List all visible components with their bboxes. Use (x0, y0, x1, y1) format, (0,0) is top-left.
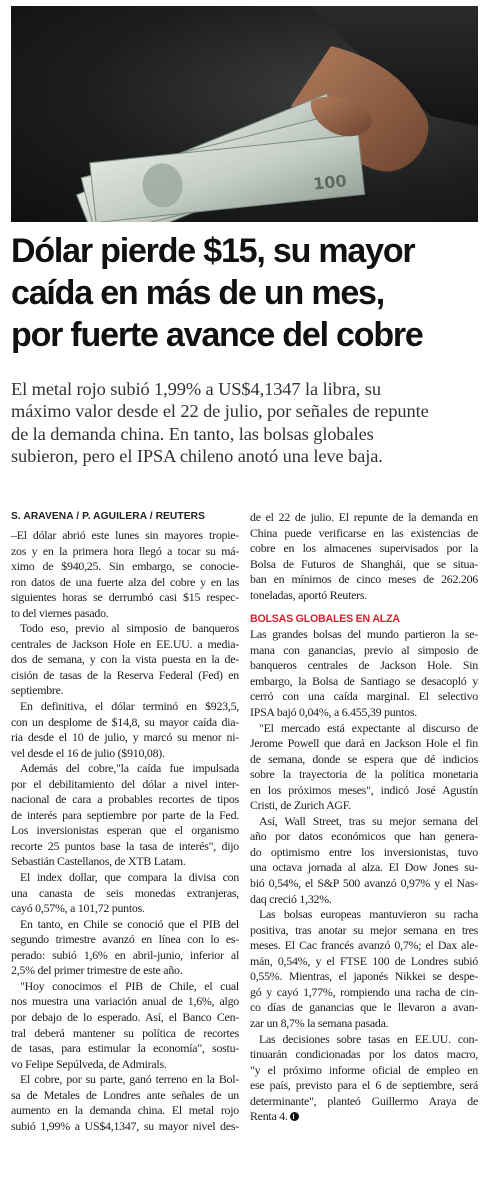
article-headline (11, 230, 481, 356)
body-line: dos de semana, y con la vista puesta en la de- (11, 652, 239, 667)
body-line: de semana, donde se espera que dé indicios (250, 751, 478, 766)
body-line: "El mercado está expectante al discurso de (259, 720, 478, 735)
article-photo (11, 6, 478, 222)
deck-line: de la demanda china. En tanto, las bolsas globales (11, 423, 374, 444)
body-text-right-top (250, 510, 478, 603)
body-line: "Hoy conocimos el PIB de Chile, el cual (20, 978, 239, 993)
body-line: En tanto, en Chile se conoció que el PIB del (20, 916, 239, 931)
body-text-right-bottom (250, 627, 478, 1125)
body-line: Las bolsas europeas mantuvieron su racha (259, 907, 478, 922)
body-line: cayó 0,57%, a 101,72 puntos. (11, 901, 145, 916)
body-line: por el debilitamiento del dólar a nivel inter- (11, 776, 239, 791)
body-line: ban en mínimos de cinco meses de 262.206 (250, 572, 478, 587)
body-line: siguientes horas se derrumbó casi $15 respec- (11, 590, 239, 605)
body-line: Cristi, de Zurich AGF. (250, 798, 351, 813)
body-line: En definitiva, el dólar terminó en $923,5, (20, 699, 239, 714)
body-line: segundo trimestre avanzó en línea con lo es- (11, 932, 239, 947)
body-line: ron datos de una fuerte alza del cobre y en las (11, 574, 239, 589)
svg-text:100: 100 (312, 171, 348, 194)
body-line: de interés para septiembre por parte de la Fed. (11, 807, 239, 822)
body-line: daq creció 1,32%. (250, 891, 332, 906)
body-line: zar un 8,7% la semana pasada. (250, 1015, 389, 1030)
body-line: gó y cayó 1,77%, rompiendo una racha de cin- (250, 984, 478, 999)
body-line: embargo, la Bolsa de Santiago se desacopló y (250, 673, 478, 688)
body-line: –El dólar abrió este lunes sin mayores tropie- (11, 528, 239, 542)
body-line: 2,5% del primer trimestre de este año. (11, 963, 183, 978)
body-text-left (11, 528, 239, 1134)
body-line: mana con ganancias, previo al simposio de (250, 642, 478, 657)
body-line: ria desde el 10 de julio, y marcó su menor ni- (11, 730, 239, 745)
body-line: nos muestra una variación anual de 1,6%, algo (11, 994, 239, 1009)
body-line: Los inversionistas esperan que el organismo (11, 823, 239, 838)
end-of-article-icon (290, 1112, 299, 1121)
body-line: determinante", planteó Guillermo Araya de (250, 1093, 478, 1108)
body-line: Renta 4. (250, 1109, 478, 1125)
headline-line: Dólar pierde $15, su mayor (11, 232, 415, 270)
headline-line: por fuerte avance del cobre (11, 316, 423, 354)
body-line: subió 1,99% a US$4,1347, su mayor nivel des- (11, 1118, 239, 1133)
body-line: to del viernes pasado. (11, 605, 109, 620)
deck-line: máximo valor desde el 22 de julio, por señales de repunte (11, 401, 429, 422)
byline: S. ARAVENA / P. AGUILERA / REUTERS (11, 511, 205, 522)
deck-line: subieron, pero el IPSA chileno anotó una leve baja. (11, 446, 383, 467)
body-line: con un desplome de $14,8, su mayor caída dia- (11, 714, 239, 729)
deck-line: El metal rojo subió 1,99% a US$4,1347 la libra, su (11, 379, 381, 399)
body-line: Las decisiones sobre tasas en EE.UU. con- (259, 1031, 478, 1046)
body-line: recorte 25 puntos base la tasa de interés", dijo (11, 838, 239, 853)
body-line: septiembre. (11, 683, 64, 698)
body-line: perado: subió 1,6% en abril-junio, inferior al (11, 947, 239, 962)
body-line: cerró con una caída marginal. El selectivo (250, 689, 478, 704)
body-line: sobre la trayectoria de la política monetaria (250, 767, 478, 782)
body-line: Además del cobre,"la caída fue impulsada (20, 761, 239, 776)
body-line: Sebastián Castellanos, de XTB Latam. (11, 854, 186, 869)
body-line: tral deberá mantener su política de recortes (11, 1025, 239, 1040)
body-line: de tasas, para estimular la economía", sostu- (11, 1041, 239, 1056)
body-line: año por datos económicos que han genera- (250, 829, 478, 844)
headline-line: caída en más de un mes, (11, 274, 385, 312)
body-line: tinuarán condicionadas por los datos macro, (250, 1047, 478, 1062)
body-line: 0,55%. Mientras, el japonés Nikkei se despe- (250, 969, 478, 984)
dollar-bills-illustration (11, 6, 478, 222)
body-line: toneladas, aportó Reuters. (250, 587, 367, 602)
body-line: El cobre, por su parte, ganó terreno en la Bol- (20, 1072, 239, 1087)
body-line: "y el próximo informe oficial de empleo en (250, 1062, 478, 1077)
body-line: de el 22 de julio. El repunte de la demanda en (250, 510, 478, 524)
body-line: bió 0,54%, el S&P 500 avanzó 0,97% y el Nas- (250, 876, 478, 891)
body-line: meses. El Cac francés avanzó 0,7%; el Dax ale- (250, 938, 478, 953)
body-line: en los próximos meses", indicó José Agustín (250, 782, 478, 797)
body-line: Bolsa de Futuros de Shanghái, que se situa- (250, 556, 478, 571)
body-line: aumento en la demanda china. El metal rojo (11, 1103, 239, 1118)
body-line: China puede verificarse en las existencias de (250, 525, 478, 540)
body-line: Jerome Powell que dará en Jackson Hole el fin (250, 736, 478, 751)
body-line: El index dollar, que compara la divisa con (20, 870, 239, 885)
body-line: centrales de Jackson Hole en EE.UU. a media- (11, 636, 239, 651)
section-subhead: BOLSAS GLOBALES EN ALZA (250, 613, 400, 626)
body-line: sa de Metales de Londres ante señales de un (11, 1087, 239, 1102)
body-line: ese país, previsto para el 6 de septiembre, será (250, 1078, 478, 1093)
body-line: Las grandes bolsas del mundo partieron la se- (250, 627, 478, 642)
body-line: ximo de $940,25. Sin embargo, se conocie- (11, 559, 239, 574)
body-line: positiva, tras anotar su mejor semana en tres (250, 922, 478, 937)
body-line: por debajo de lo esperado. Así, el Banco Cen- (11, 1009, 239, 1024)
body-line: cisión de tasas de la Reserva Federal (Fed) en (11, 667, 239, 682)
body-column-left (11, 510, 239, 1134)
body-line: mán, 0,54%, y el FTSE 100 de Londres subió (250, 953, 478, 968)
body-line: vo Felipe Sepúlveda, de Admirals. (11, 1056, 167, 1071)
body-line: nacional de cara a probables recortes de tipos (11, 792, 239, 807)
body-line: cobre en los almacenes supervisados por la (250, 541, 478, 556)
article-deck (11, 378, 481, 468)
body-line: banqueros centrales de Jackson Hole. Sin (250, 658, 478, 673)
body-line: Todo eso, previo al simposio de banqueros (20, 621, 239, 636)
body-line: una canasta de seis monedas extranjeras, (11, 885, 239, 900)
body-line: vel desde el 16 de julio ($910,08). (11, 745, 165, 760)
body-line: una octava jornada al alza. El Dow Jones su- (250, 860, 478, 875)
body-line: co días de ganancias que le llevaron a avan- (250, 1000, 478, 1015)
body-line: do optimismo entre los inversionistas, tuvo (250, 844, 478, 859)
body-column-right (250, 510, 478, 1125)
body-line: IPSA bajó 0,04%, a 6.455,39 puntos. (250, 705, 417, 720)
body-line: zos y en la primera hora llegó a tocar su má- (11, 543, 239, 558)
body-line: Así, Wall Street, tras su mejor semana del (259, 813, 478, 828)
